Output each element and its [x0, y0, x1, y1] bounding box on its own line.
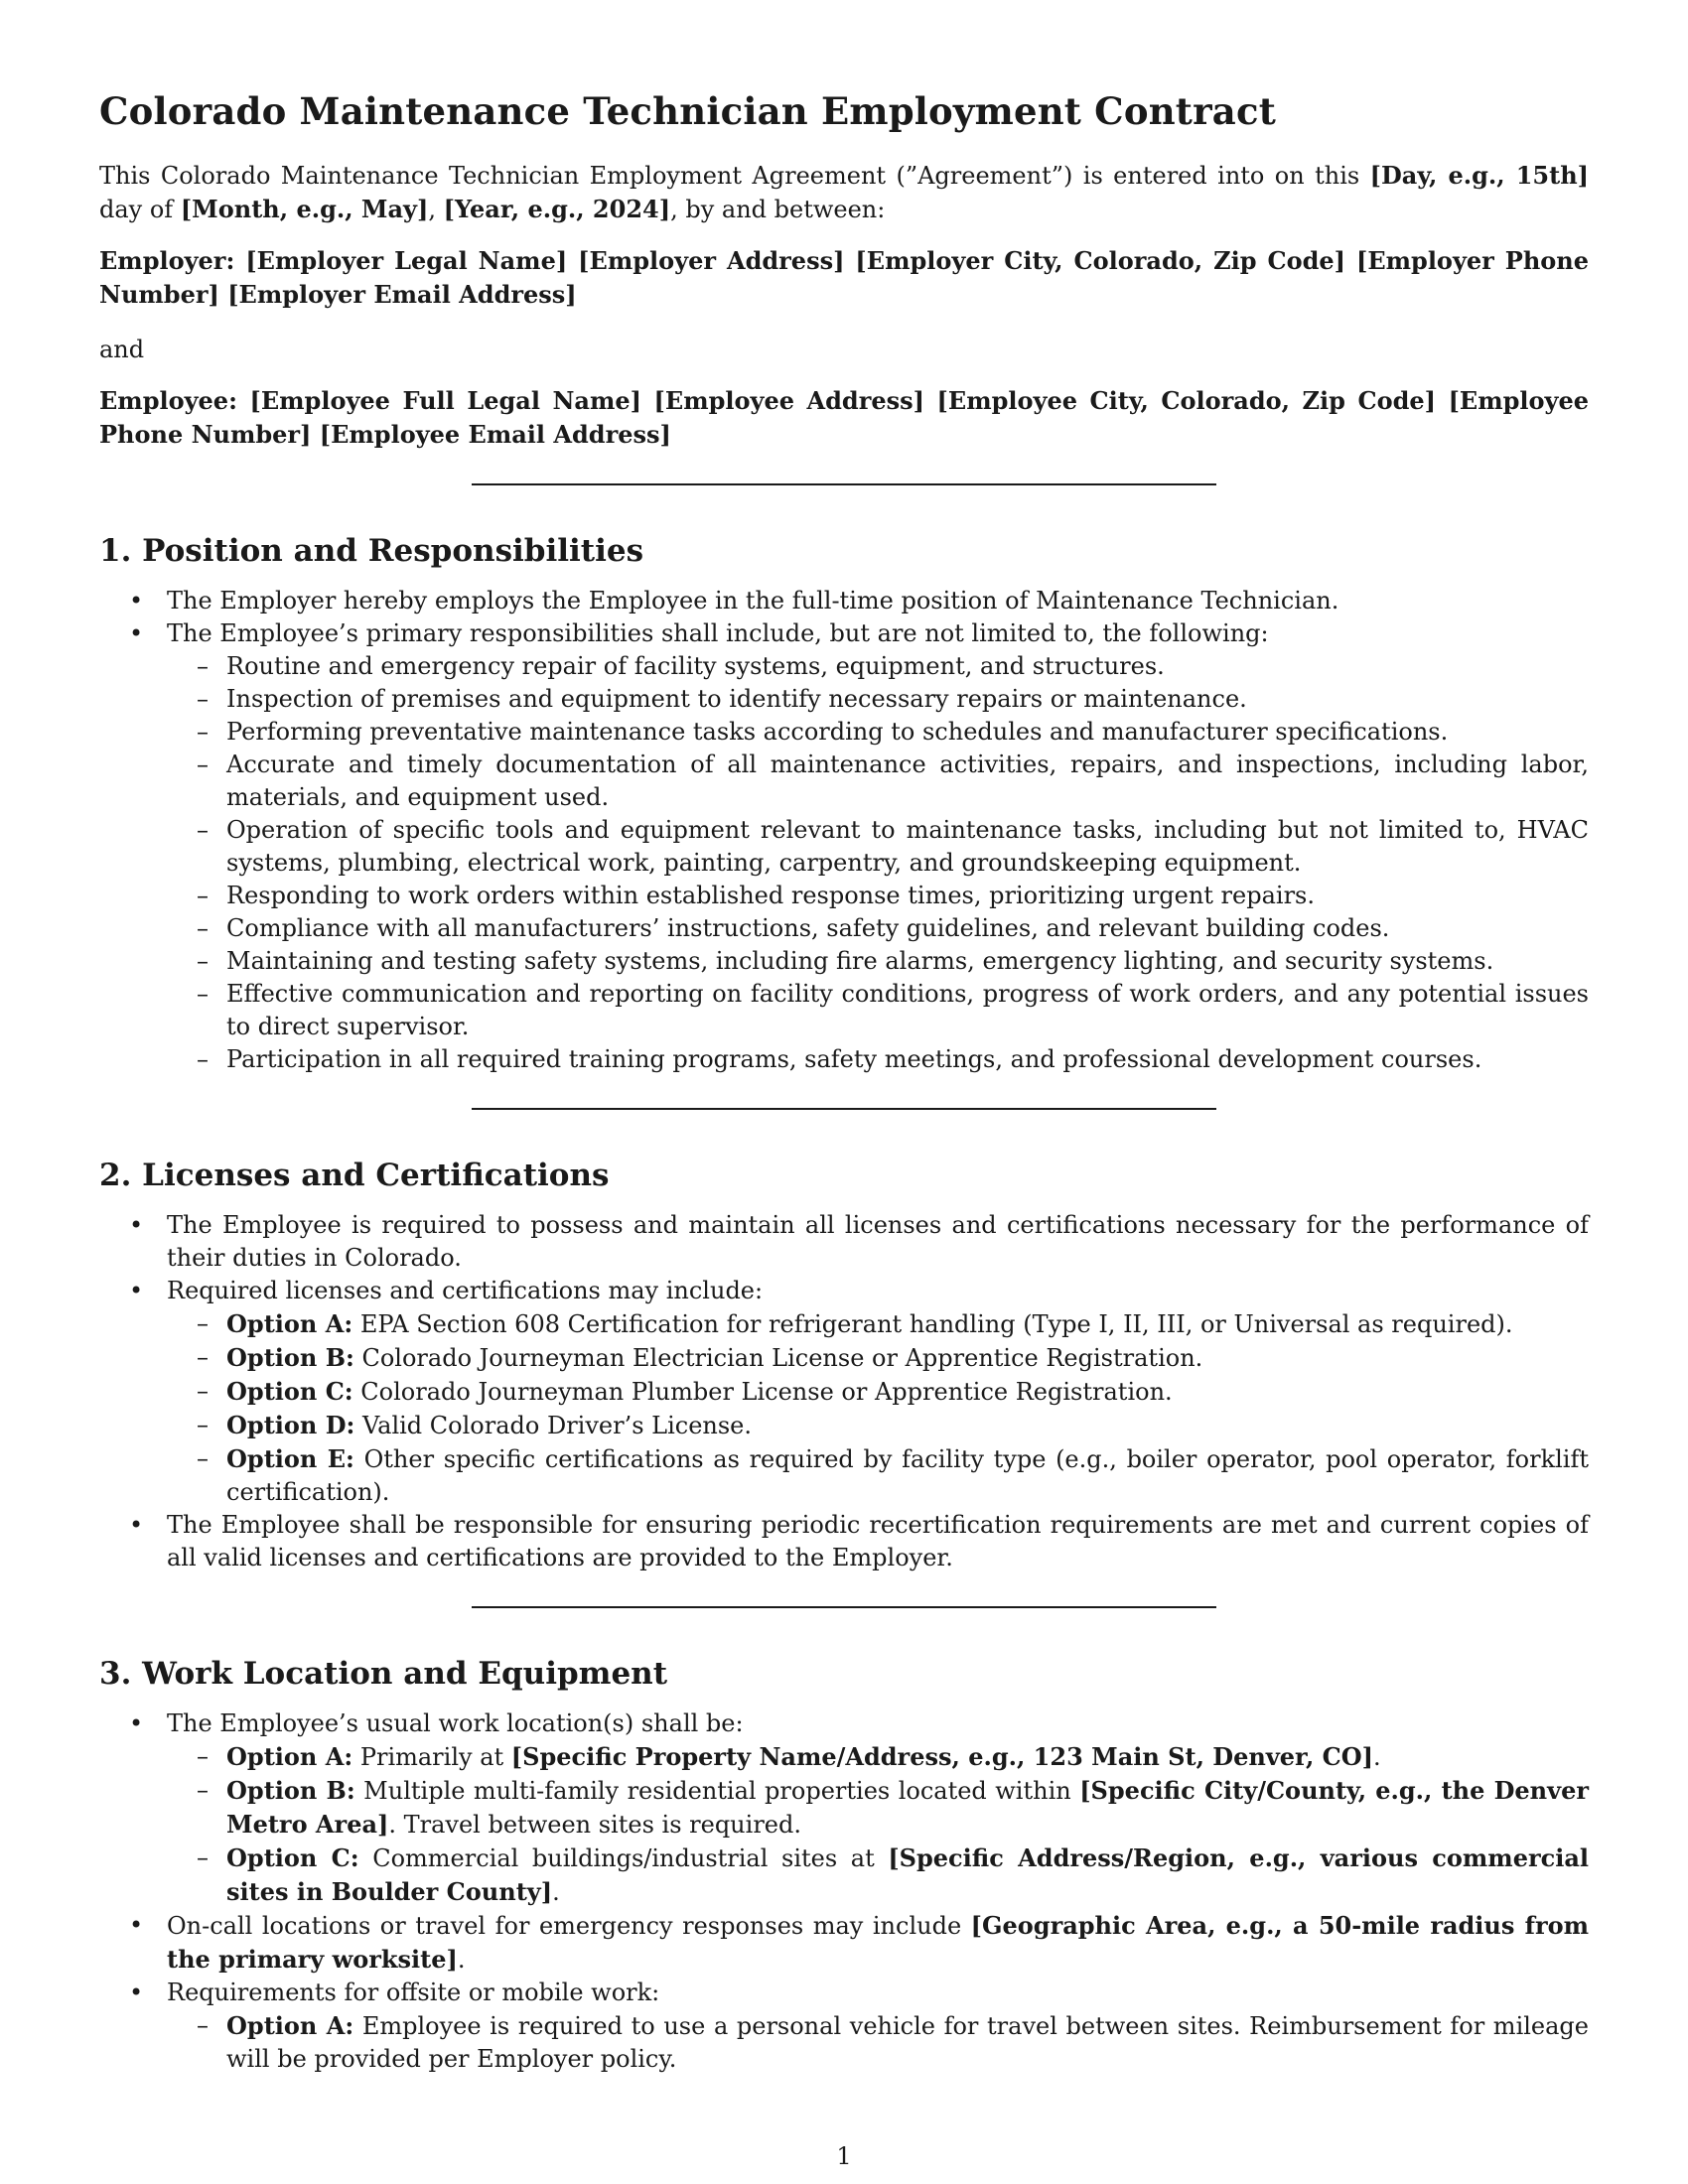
responsibility-item: – Routine and emergency repair of facility systems, equipment, and structures. — [167, 650, 1589, 683]
responsibility-item: – Responding to work orders within established response times, prioritizing urgent repairs. — [167, 880, 1589, 912]
employer-label: Employer: — [99, 246, 246, 275]
section-divider — [472, 483, 1216, 485]
option-label: Option A: — [226, 1309, 353, 1338]
responsibility-item: – Accurate and timely documentation of all maintenance activities, repairs, and inspections, including labor, materials, and equipment used. — [167, 749, 1589, 814]
list-item-text: Required licenses and certifications may include: — [167, 1277, 764, 1304]
page-number: 1 — [836, 2142, 852, 2170]
responsibilities-list — [167, 650, 1589, 1076]
employer-block — [99, 244, 1589, 312]
day-placeholder: [Day, e.g., 15th] — [1369, 161, 1589, 190]
option-label: Option C: — [226, 1377, 353, 1406]
option-label: Option C: — [226, 1843, 359, 1872]
list-item-text: The Employee’s primary responsibilities shall include, but are not limited to, the following: — [167, 619, 1269, 647]
list-item-text: The Employee’s usual work location(s) shall be: — [167, 1709, 744, 1737]
option-text: EPA Section 608 Certification for refrigerant handling (Type I, II, III, or Universal as required). — [352, 1310, 1513, 1338]
list-item — [99, 1275, 1589, 1509]
option-text: Colorado Journeyman Plumber License or Apprentice Registration. — [352, 1378, 1173, 1406]
option-label: Option E: — [226, 1444, 354, 1473]
option-item — [167, 1375, 1589, 1409]
list-item: • The Employee shall be responsible for ensuring periodic recertification requirements are met and current copies of all valid licenses and certifications are provided to the Employer. — [99, 1509, 1589, 1574]
year-placeholder: [Year, e.g., 2024] — [443, 195, 671, 223]
option-text: Commercial buildings/industrial sites at — [358, 1844, 889, 1872]
list-item — [99, 1909, 1589, 1977]
responsibility-item: – Participation in all required training programs, safety meetings, and professional development courses. — [167, 1043, 1589, 1076]
intro-text: , — [428, 196, 444, 223]
responsibility-item: – Inspection of premises and equipment to identify necessary repairs or maintenance. — [167, 683, 1589, 716]
option-label: Option D: — [226, 1411, 355, 1439]
option-text: . Travel between sites is required. — [388, 1811, 801, 1839]
document-page — [99, 89, 1589, 2076]
certifications-list — [167, 1307, 1589, 1509]
option-item — [167, 1341, 1589, 1375]
option-text: Multiple multi-family residential properties located within — [354, 1777, 1080, 1805]
intro-text: This Colorado Maintenance Technician Employment Agreement (”Agreement”) is entered into on this — [99, 162, 1370, 190]
section-3-list — [99, 1707, 1589, 2076]
employee-block — [99, 384, 1589, 452]
geographic-area-placeholder: [Geographic Area, e.g., a 50-mile radius from the primary worksite] — [167, 1911, 1589, 1974]
option-text: Employee is required to use a personal vehicle for travel between sites. Reimbursement for mileage will be provided per Employer policy. — [226, 2012, 1589, 2073]
option-placeholder: [Specific Address/Region, e.g., various commercial sites in Boulder County] — [226, 1843, 1590, 1906]
employee-details: [Employee Full Legal Name] [Employee Address] [Employee City, Colorado, Zip Code] [Employee Phone Number] [Employee Email Address] — [99, 386, 1590, 449]
option-item — [167, 1442, 1589, 1509]
list-item-text: . — [457, 1946, 466, 1974]
list-item: • The Employee is required to possess and maintain all licenses and certifications necessary for the performance of their duties in Colorado. — [99, 1209, 1589, 1275]
employee-label: Employee: — [99, 386, 250, 415]
section-2-list — [99, 1209, 1589, 1574]
option-item — [167, 1774, 1589, 1842]
option-text: . — [552, 1878, 560, 1906]
option-placeholder: [Specific Property Name/Address, e.g., 123 Main St, Denver, CO] — [510, 1742, 1374, 1771]
section-divider — [472, 1108, 1216, 1110]
option-item — [167, 1842, 1589, 1909]
list-item — [99, 1977, 1589, 2076]
employer-details: [Employer Legal Name] [Employer Address] [Employer City, Colorado, Zip Code] [Employer Phone Number] [Employer Email Address] — [99, 246, 1590, 309]
option-item — [167, 1307, 1589, 1341]
option-text: Primarily at — [352, 1743, 511, 1771]
section-1-heading: 1. Position and Responsibilities — [99, 533, 644, 569]
option-text: Colorado Journeyman Electrician License or Apprentice Registration. — [353, 1344, 1203, 1372]
option-placeholder: [Specific City/County, e.g., the Denver Metro Area] — [226, 1776, 1589, 1839]
mobile-work-options — [167, 2009, 1589, 2076]
option-label: Option B: — [226, 1343, 354, 1372]
list-item-text: On-call locations or travel for emergency responses may include — [167, 1912, 971, 1940]
responsibility-item: – Effective communication and reporting on facility conditions, progress of work orders, and any potential issues to direct supervisor. — [167, 978, 1589, 1043]
option-label: Option A: — [226, 1742, 353, 1771]
responsibility-item: – Operation of specific tools and equipment relevant to maintenance tasks, including but not limited to, HVAC systems, plumbing, electrical work, painting, carpentry, and groundskeeping equipment. — [167, 814, 1589, 880]
month-placeholder: [Month, e.g., May] — [180, 195, 429, 223]
list-item: • The Employer hereby employs the Employee in the full-time position of Maintenance Technician. — [99, 585, 1589, 617]
list-item-text: Requirements for offsite or mobile work: — [167, 1979, 660, 2006]
responsibility-item: – Compliance with all manufacturers’ instructions, safety guidelines, and relevant building codes. — [167, 912, 1589, 945]
option-label: Option B: — [226, 1776, 355, 1805]
option-item — [167, 1409, 1589, 1442]
list-item — [99, 617, 1589, 1076]
work-location-options — [167, 1740, 1589, 1909]
section-2-heading: 2. Licenses and Certifications — [99, 1158, 610, 1193]
document-title: Colorado Maintenance Technician Employment Contract — [99, 89, 1276, 133]
option-text: Other specific certifications as required by facility type (e.g., boiler operator, pool operator, forklift certification). — [226, 1445, 1590, 1506]
section-1-list — [99, 585, 1589, 1076]
and-text: and — [99, 336, 145, 363]
option-item — [167, 1740, 1589, 1774]
option-text: . — [1373, 1743, 1381, 1771]
section-3-heading: 3. Work Location and Equipment — [99, 1656, 668, 1692]
list-item — [99, 1707, 1589, 1909]
option-label: Option A: — [226, 2011, 354, 2040]
intro-text: day of — [99, 196, 181, 223]
responsibility-item: – Maintaining and testing safety systems, including fire alarms, emergency lighting, and security systems. — [167, 945, 1589, 978]
option-text: Valid Colorado Driver’s License. — [354, 1412, 753, 1439]
intro-text: , by and between: — [670, 196, 886, 223]
responsibility-item: – Performing preventative maintenance tasks according to schedules and manufacturer specifications. — [167, 716, 1589, 749]
section-divider — [472, 1606, 1216, 1608]
intro-paragraph — [99, 159, 1589, 226]
option-item — [167, 2009, 1589, 2076]
